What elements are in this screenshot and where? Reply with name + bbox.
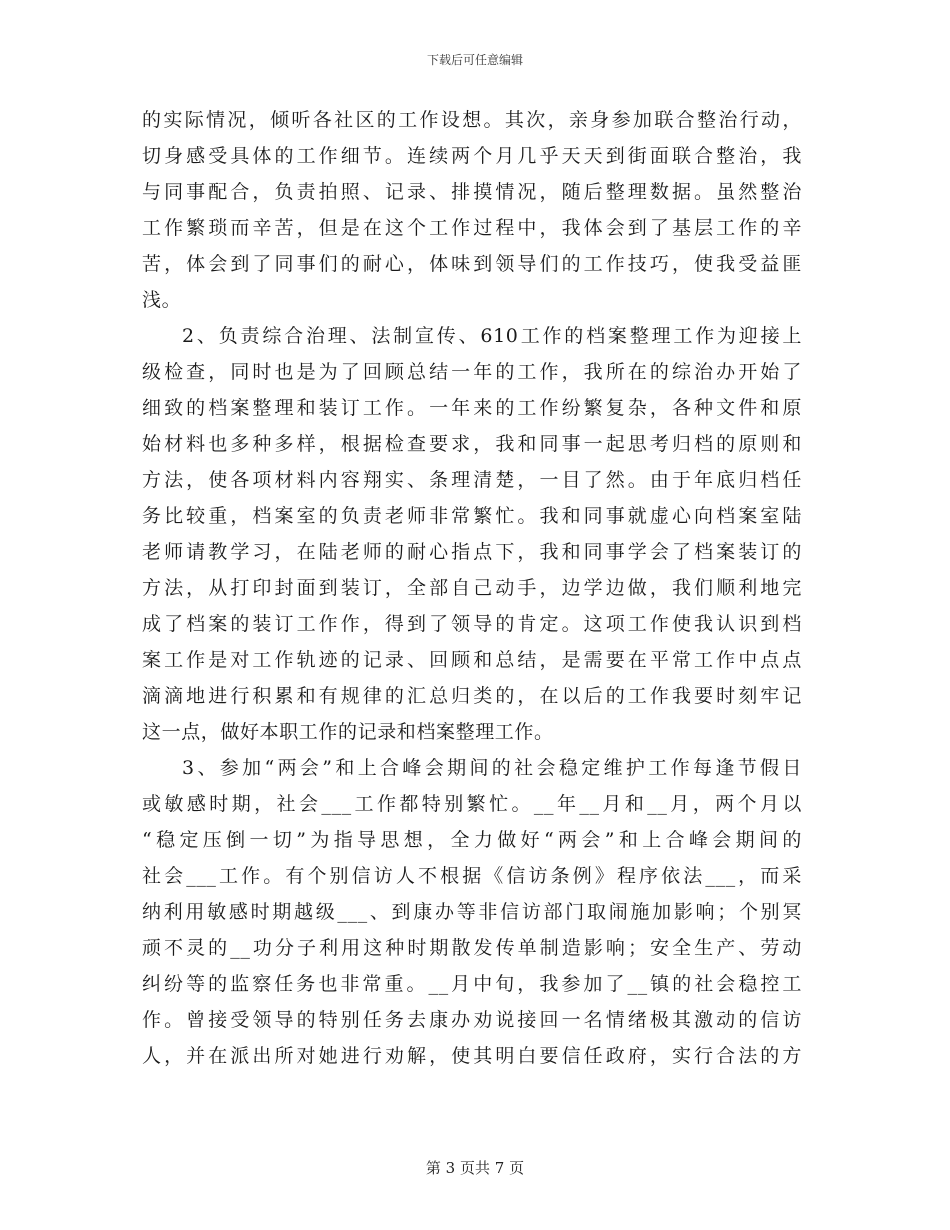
body-line-17: 滴滴地进行积累和有规律的汇总归类的，在以后的工作我要时刻牢记 [142,685,802,707]
body-line-8: 级检查，同时也是为了回顾总结一年的工作，我所在的综治办开始了 [142,361,802,383]
body-line-10: 始材料也多种多样，根据检查要求，我和同事一起思考归档的原则和 [142,433,802,455]
body-line-18: 这一点，做好本职工作的记录和档案整理工作。 [142,721,554,743]
body-line-25: 纠纷等的监察任务也非常重。__月中旬，我参加了__镇的社会稳控工 [142,973,802,995]
body-line-21: “稳定压倒一切”为指导思想，全力做好“两会”和上合峰会期间的 [142,829,802,851]
body-line-4: 工作繁琐而辛苦，但是在这个工作过程中，我体会到了基层工作的辛 [142,217,802,239]
body-line-1: 的实际情况，倾听各社区的工作设想。其次，亲身参加联合整治行动， [142,109,802,131]
document-body [142,102,802,1074]
body-line-2: 切身感受具体的工作细节。连续两个月几乎天天到街面联合整治，我 [142,145,802,167]
body-line-23: 纳利用敏感时期越级___、到康办等非信访部门取闹施加影响；个别冥 [142,901,802,923]
body-line-5: 苦，体会到了同事们的耐心，体味到领导们的工作技巧，使我受益匪 [142,253,802,275]
body-line-20: 或敏感时期，社会___工作都特别繁忙。__年__月和__月，两个月以 [142,793,802,815]
body-line-16: 案工作是对工作轨迹的记录、回顾和总结，是需要在平常工作中点点 [142,649,802,671]
body-line-3: 与同事配合，负责拍照、记录、排摸情况，随后整理数据。虽然整治 [142,181,802,203]
body-line-6: 浅。 [142,289,182,311]
page-number: 第 3 页共 7 页 [425,1159,525,1177]
body-line-7: 2、负责综合治理、法制宣传、610工作的档案整理工作为迎接上 [182,325,802,347]
body-line-13: 老师请教学习，在陆老师的耐心指点下，我和同事学会了档案装订的 [142,541,802,563]
page-header-note: 下载后可任意编辑 [426,53,523,67]
body-line-24: 顽不灵的__功分子利用这种时期散发传单制造影响；安全生产、劳动 [142,937,802,959]
body-line-9: 细致的档案整理和装订工作。一年来的工作纷繁复杂，各种文件和原 [142,397,802,419]
body-line-27: 人，并在派出所对她进行劝解，使其明白要信任政府，实行合法的方 [142,1045,802,1067]
body-line-11: 方法，使各项材料内容翔实、条理清楚，一目了然。由于年底归档任 [142,469,802,491]
body-line-15: 成了档案的装订工作作，得到了领导的肯定。这项工作使我认识到档 [142,613,802,635]
body-line-22: 社会___工作。有个别信访人不根据《信访条例》程序依法___，而采 [142,865,802,887]
body-line-19: 3、参加“两会”和上合峰会期间的社会稳定维护工作每逢节假日 [182,757,802,779]
body-line-14: 方法，从打印封面到装订，全部自己动手，边学边做，我们顺利地完 [142,577,802,599]
body-line-26: 作。曾接受领导的特别任务去康办劝说接回一名情绪极其激动的信访 [142,1009,802,1031]
body-line-12: 务比较重，档案室的负责老师非常繁忙。我和同事就虚心向档案室陆 [142,505,802,527]
